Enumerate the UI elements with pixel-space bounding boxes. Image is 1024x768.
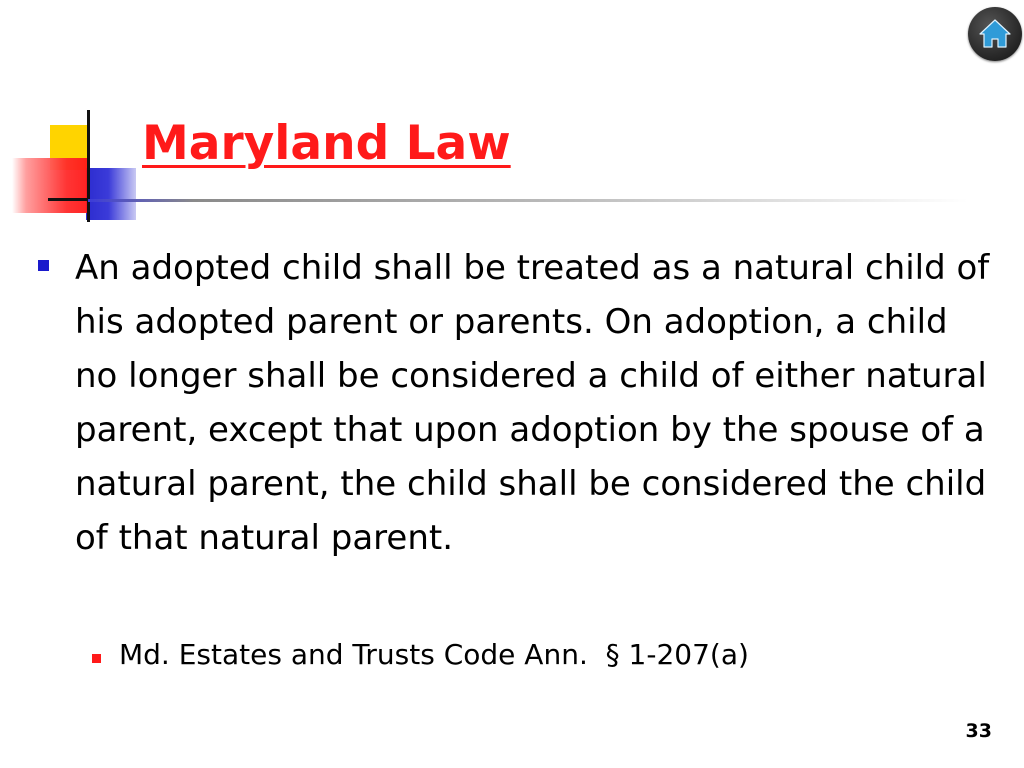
slide-title: Maryland Law — [142, 116, 511, 171]
bullet-marker — [38, 260, 49, 271]
citation-text: Md. Estates and Trusts Code Ann. § 1-207(a) — [119, 638, 749, 671]
sub-bullet-marker — [92, 654, 101, 663]
title-decoration-vertical-line — [87, 110, 90, 222]
title-decoration-red-square — [12, 158, 90, 213]
title-decoration-blue-square — [86, 168, 136, 220]
body-paragraph: An adopted child shall be treated as a natural child of his adopted parent or parents. On adoption, a child no longer shall be considered a child of either natural parent, except that upon adoption by the spouse of a natural parent, the child shall be considered the child of that natural parent. — [75, 248, 990, 558]
home-icon — [968, 7, 1022, 61]
title-divider-rule — [88, 199, 968, 202]
page-number: 33 — [965, 720, 992, 742]
home-button[interactable] — [968, 7, 1022, 61]
title-decoration-horizontal-line — [48, 198, 88, 201]
